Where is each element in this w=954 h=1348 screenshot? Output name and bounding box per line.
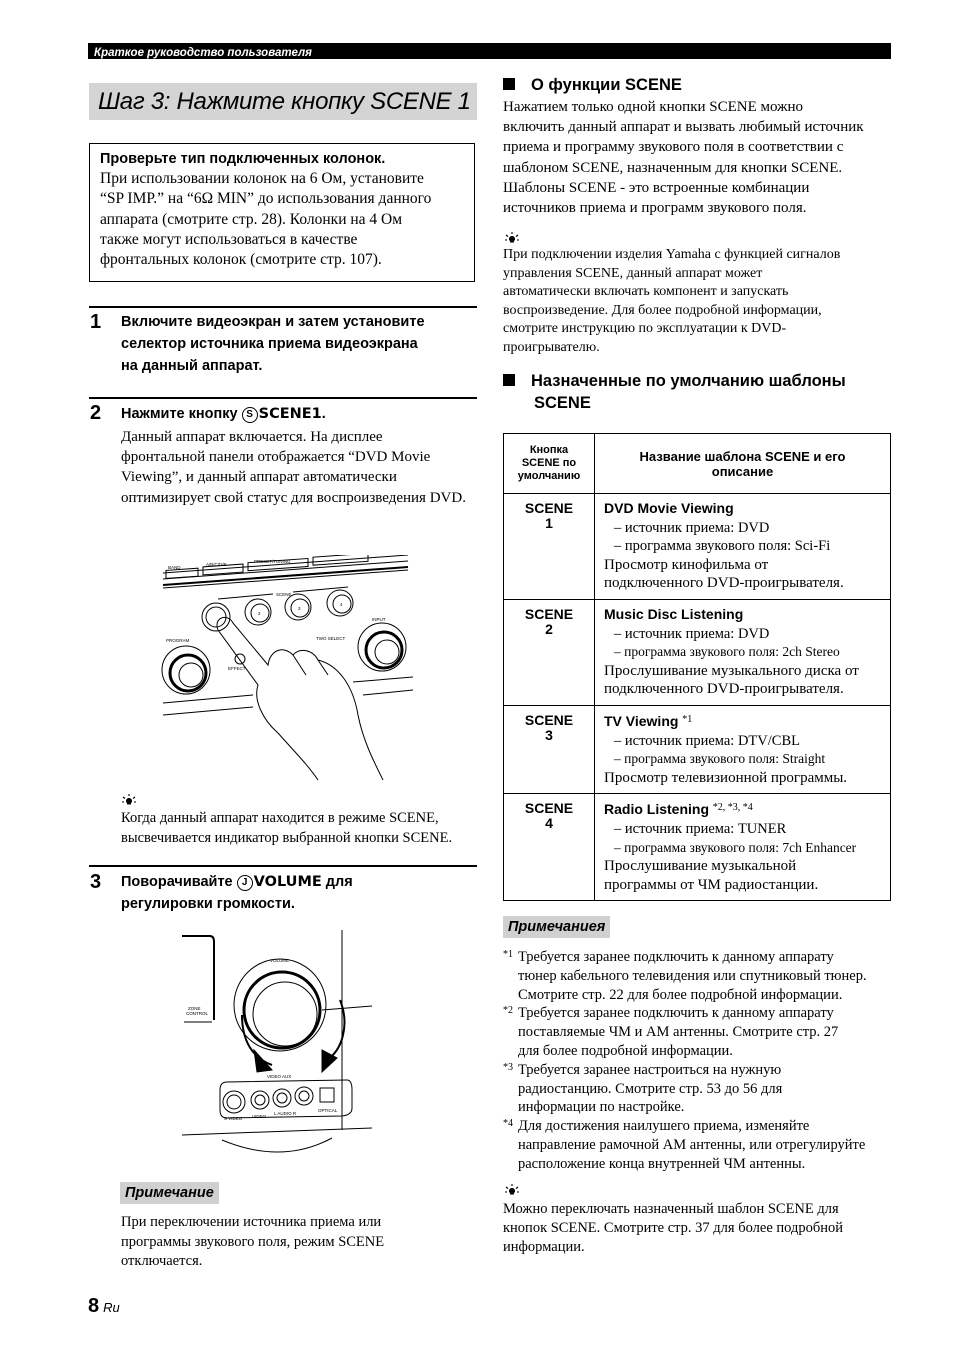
notice-line: При использовании колонок на 6 Ом, установите	[100, 170, 424, 187]
body-line: включить данный аппарат и вызвать любимый источник	[503, 119, 864, 136]
template-cell	[595, 494, 891, 600]
tip-line: управления SCENE, данный аппарат может	[503, 265, 763, 281]
template-program: – программа звукового поля: Sci-Fi	[614, 538, 831, 555]
tip-line: проигрывателю.	[503, 339, 600, 355]
footnote-line: Для достижения наилушего приема, изменяйте	[518, 1118, 810, 1135]
template-source: – источник приема: TUNER	[614, 820, 787, 837]
footnote-mark: *2	[503, 1005, 513, 1017]
header-line: умолчанию	[517, 470, 581, 482]
tip-line: смотрите инструкцию по эксплуатации к DVD-	[503, 321, 787, 336]
step-2-body-line: оптимизирует свой статус для воспроизведения DVD.	[121, 489, 466, 506]
header-line: Кнопка	[529, 444, 569, 456]
svg-text:SCENE: SCENE	[276, 592, 292, 597]
tip-icon	[504, 231, 520, 245]
step-1-number: 1	[90, 311, 102, 333]
footnote-mark: *1	[503, 949, 513, 960]
tip-icon	[121, 793, 137, 807]
divider	[89, 306, 477, 308]
svg-text:TWO SELECT: TWO SELECT	[316, 636, 346, 641]
tip-line: информации.	[503, 1238, 585, 1255]
template-desc: программы от ЧМ радиостанции.	[604, 876, 819, 893]
note-line: программы звукового поля, режим SCENE	[121, 1233, 385, 1250]
template-cell	[595, 794, 891, 901]
step-1-heading-line: на данный аппарат.	[121, 358, 263, 374]
tip-icon	[504, 1183, 520, 1197]
footnote-mark: *3	[503, 1061, 513, 1073]
template-source: – источник приема: DVD	[614, 625, 770, 642]
template-desc: Просмотр телевизионной программы.	[604, 769, 848, 786]
body-line: шаблоном SCENE, назначенным для кнопки SCENE.	[503, 159, 843, 176]
step-3-number: 3	[90, 871, 102, 893]
page-number-value: 8	[88, 1295, 100, 1317]
step-2-heading-suffix: .	[321, 406, 326, 422]
step-2-body-line: фронтальной панели отображается “DVD Movie	[121, 449, 431, 466]
page-title	[89, 83, 477, 120]
section-label: Краткое руководство пользователя	[94, 47, 312, 59]
svg-text:4: 4	[340, 602, 343, 607]
step-3-heading-line: регулировки громкости.	[121, 896, 295, 912]
step-2-body-line: Viewing”, и данный аппарат автоматически	[121, 469, 397, 486]
tip-line: кнопок SCENE. Смотрите стр. 37 для более подробной	[503, 1219, 843, 1236]
notice-line: аппарата (смотрите стр. 28). Колонки на 4 Ом	[100, 210, 403, 228]
template-name: DVD Movie Viewing	[604, 500, 734, 516]
notice-line: также могут использоваться в качестве	[100, 230, 358, 248]
band-label: BAND	[168, 565, 181, 570]
svg-text:S VIDEO: S VIDEO	[224, 1116, 243, 1121]
notice-line: “SP IMP.” на “6Ω MIN” до использования данного	[100, 190, 432, 208]
step-2-number: 2	[90, 402, 102, 424]
scene-number: 1	[545, 515, 553, 531]
tip-line: Можно переключать назначенный шаблон SCENE для	[503, 1201, 839, 1217]
notes-label: Примечаниея	[503, 916, 610, 938]
footnote-line: тюнер кабельного телевидения или спутниковый тюнер.	[518, 967, 867, 984]
about-scene-heading-text: О функции SCENE	[531, 76, 682, 94]
template-cell	[595, 705, 891, 793]
body-line: приема и программу звукового поля в соответствии с	[503, 139, 844, 156]
template-name: Music Disc Listening	[604, 605, 744, 622]
scene-label: SCENE	[524, 800, 574, 817]
scene-templates-table	[503, 433, 891, 901]
svg-text:CONTROL: CONTROL	[186, 1011, 209, 1016]
scene-label: SCENE	[524, 711, 574, 728]
scene-key-badge-icon: S	[242, 407, 258, 423]
scene-number: 2	[545, 620, 553, 637]
svg-text:OPTICAL: OPTICAL	[318, 1108, 338, 1113]
step-3-heading	[121, 871, 353, 915]
step-1-heading-line: Включите видеоэкран и затем установите	[121, 314, 425, 330]
svg-text:VOLUME: VOLUME	[270, 958, 290, 963]
square-bullet-icon	[503, 78, 515, 90]
svg-text:PRESET/TUNING: PRESET/TUNING	[254, 559, 291, 564]
tip-line: автоматически включать компонент и запускать	[503, 284, 789, 299]
table-header-row	[504, 434, 891, 494]
svg-text:VIDEO: VIDEO	[252, 1114, 267, 1119]
col-header-template: Название шаблона SCENE и его описание	[595, 434, 891, 494]
scene-label: SCENE	[524, 500, 574, 516]
footnote-line: поставляемые ЧМ и АМ антенны. Смотрите стр. 27	[518, 1024, 839, 1041]
scene-button-cell	[504, 794, 595, 901]
divider	[89, 397, 477, 399]
footnote-line: расположение конца внутренней ЧМ антенны.	[518, 1155, 806, 1172]
svg-text:VIDEO AUX: VIDEO AUX	[267, 1074, 292, 1079]
svg-text:EFFECT: EFFECT	[228, 666, 246, 671]
template-desc: Прослушивание музыкальной	[604, 858, 797, 875]
defaults-heading-text: Назначенные по умолчанию шаблоны	[531, 372, 846, 390]
volume-key-label: VOLUME	[253, 874, 322, 890]
scene-label: SCENE	[524, 605, 574, 622]
tip-line: При подключении изделия Yamaha с функцией сигналов	[503, 247, 841, 262]
running-header	[88, 43, 891, 59]
template-name: TV Viewing	[604, 712, 679, 729]
footnote-item	[503, 1117, 895, 1173]
scene-button-illustration	[158, 555, 418, 785]
body-line: источников приема и программ звукового поля.	[503, 200, 807, 217]
template-desc: Прослушивание музыкального диска от	[604, 662, 859, 679]
template-desc: подключенного DVD-проигрывателя.	[604, 575, 844, 592]
template-desc: Просмотр кинофильма от	[604, 556, 769, 573]
square-bullet-icon	[503, 374, 515, 386]
note-line: При переключении источника приема или	[121, 1214, 382, 1230]
footnote-line: для более подробной информации.	[518, 1042, 733, 1059]
notice-line: фронтальных колонок (смотрите стр. 107).	[100, 251, 382, 269]
note-line: отключается.	[121, 1253, 203, 1269]
footnote-line: Требуется заранее подключить к данному аппарату	[518, 949, 834, 965]
about-scene-tip	[503, 246, 895, 357]
volume-knob-illustration	[182, 930, 372, 1170]
scene-button-cell	[504, 705, 595, 793]
svg-text:3: 3	[298, 606, 301, 611]
footnote-line: Требуется заранее настроиться на нужную	[518, 1061, 782, 1078]
template-cell	[595, 599, 891, 705]
step-2-body	[121, 427, 481, 508]
footnote-mark: *4	[503, 1118, 513, 1130]
step-3-heading-text: Поворачивайте	[121, 874, 237, 890]
volume-key-badge-icon: J	[237, 875, 253, 891]
table-row	[504, 599, 891, 705]
tip-line: воспроизведение. Для более подробной информации,	[503, 302, 822, 318]
footnote-item	[503, 1004, 895, 1060]
step-3-heading-suffix: для	[321, 874, 353, 890]
svg-text:2: 2	[258, 611, 261, 616]
page-title-text: Шаг 3: Нажмите кнопку SCENE 1	[98, 88, 471, 115]
scene-button-cell	[504, 494, 595, 600]
scene1-key-label: SCENE1	[258, 406, 322, 422]
footnote-line: информации по настройке.	[518, 1099, 685, 1116]
page-language: Ru	[103, 1300, 120, 1315]
template-program: – программа звукового поля: 7ch Enhancer	[614, 839, 857, 855]
footnote-ref: *1	[682, 713, 693, 725]
scene-number: 3	[545, 726, 553, 743]
divider	[89, 865, 477, 867]
notes-tip	[503, 1200, 895, 1256]
template-program: – программа звукового поля: Straight	[614, 751, 826, 767]
note-body	[121, 1213, 481, 1272]
tip-line: высвечивается индикатор выбранной кнопки SCENE.	[121, 829, 453, 846]
footnote-line: Смотрите стр. 22 для более подробной информации.	[518, 986, 843, 1003]
header-line: SCENE по	[521, 457, 577, 469]
footnote-item	[503, 1061, 895, 1117]
tip-line: Когда данный аппарат находится в режиме SCENE,	[121, 810, 439, 826]
footnotes-list	[503, 948, 895, 1174]
template-source: – источник приема: DVD	[614, 519, 770, 536]
table-row	[504, 705, 891, 793]
step-2-heading	[121, 403, 326, 425]
footnote-ref: *2, *3, *4	[712, 802, 753, 814]
about-scene-body	[503, 97, 893, 218]
template-program: – программа звукового поля: 2ch Stereo	[614, 644, 840, 660]
defaults-heading	[503, 370, 846, 414]
note-label: Примечание	[120, 1182, 219, 1204]
speaker-check-notice	[89, 143, 475, 282]
footnote-line: направление рамочной АМ антенны, или отрегулируйте	[518, 1136, 866, 1153]
scene-button-cell	[504, 599, 595, 705]
notice-heading: Проверьте тип подключенных колонок.	[100, 151, 386, 167]
footnote-item	[503, 948, 895, 1004]
template-name: Radio Listening	[604, 801, 709, 818]
template-desc: подключенного DVD-проигрывателя.	[604, 681, 844, 698]
svg-text:INPUT: INPUT	[372, 617, 386, 622]
body-line: Нажатием только одной кнопки SCENE можно	[503, 99, 804, 115]
body-line: Шаблоны SCENE - это встроенные комбинации	[503, 179, 810, 196]
about-scene-heading	[503, 74, 682, 96]
step-2-tip	[121, 809, 481, 848]
svg-text:A/B/C/D/E: A/B/C/D/E	[206, 562, 227, 567]
step-1-heading	[121, 311, 481, 377]
table-row	[504, 794, 891, 901]
template-source: – источник приема: DTV/CBL	[614, 732, 800, 749]
step-1-heading-line: селектор источника приема видеоэкрана	[121, 336, 418, 352]
step-2-body-line: Данный аппарат включается. На дисплее	[121, 429, 383, 445]
footnote-line: радиостанцию. Смотрите стр. 53 до 56 для	[518, 1080, 783, 1097]
table-row	[504, 494, 891, 600]
scene-number: 4	[545, 815, 553, 832]
footnote-line: Требуется заранее подключить к данному аппарату	[518, 1005, 834, 1022]
svg-text:ZONE: ZONE	[188, 1006, 201, 1011]
svg-text:L AUDIO R: L AUDIO R	[274, 1111, 297, 1116]
defaults-heading-text: SCENE	[534, 394, 591, 412]
page-number	[88, 1295, 120, 1318]
svg-text:PROGRAM: PROGRAM	[166, 638, 190, 643]
col-header-button	[504, 434, 595, 494]
step-2-heading-text: Нажмите кнопку	[121, 406, 242, 422]
